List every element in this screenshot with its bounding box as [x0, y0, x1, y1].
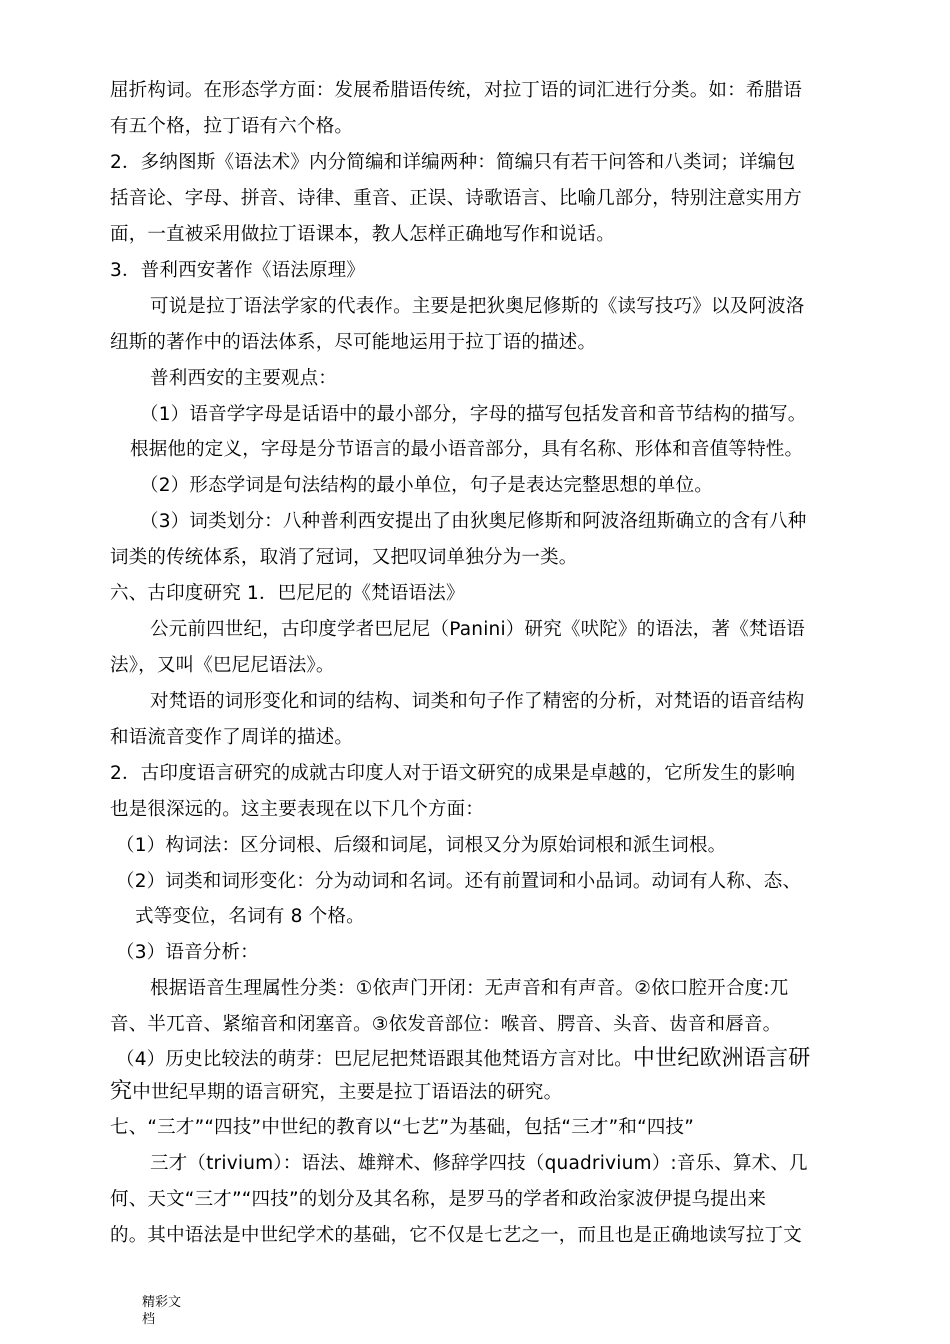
text-line: （1）构词法：区分词根、后缀和词尾，词根又分为原始词根和派生词根。: [116, 835, 727, 856]
section-heading: 六、古印度研究 1．巴尼尼的《梵语语法》: [110, 583, 465, 604]
text-line: 屈折构词。在形态学方面：发展希腊语传统，对拉丁语的词汇进行分类。如：希腊语: [110, 80, 802, 101]
text-line: 和语流音变作了周详的描述。: [110, 727, 354, 748]
text-line: 音、半兀音、紧缩音和闭塞音。③依发音部位：喉音、腭音、头音、齿音和唇音。: [110, 1014, 782, 1035]
footer-line: 精彩文: [142, 1295, 182, 1310]
section-heading: 七、“三才”“四技”中世纪的教育以“七艺”为基础，包括“三才”和“四技”: [110, 1117, 695, 1138]
text-line: 纽斯的著作中的语法体系，尽可能地运用于拉丁语的描述。: [110, 332, 597, 353]
text-line: （3）词类划分：八种普利西安提出了由狄奥尼修斯和阿波洛纽斯确立的含有八种: [140, 511, 807, 532]
text-run: 中世纪早期的语言研究，主要是拉丁语语法的研究。: [132, 1082, 563, 1103]
text-line: 可说是拉丁语法学家的代表作。主要是把狄奥尼修斯的《读写技巧》以及阿波洛: [150, 296, 805, 317]
text-line: 括音论、字母、拼音、诗律、重音、正误、诗歌语言、比喻几部分，特别注意实用方: [110, 188, 802, 209]
footer-watermark: [142, 1294, 202, 1328]
text-line: 公元前四世纪，古印度学者巴尼尼（Panini）研究《吠陀》的语法，著《梵语语: [150, 619, 805, 640]
heading-run: 究: [110, 1079, 133, 1104]
text-line: 式等变位，名词有 8 个格。: [135, 906, 365, 927]
footer-line: 档: [142, 1312, 156, 1327]
text-line: 2．多纳图斯《语法术》内分简编和详编两种：简编只有若干问答和八类词；详编包: [110, 152, 796, 173]
text-line: （1）语音学字母是话语中的最小部分，字母的描写包括发音和音节结构的描写。: [140, 404, 807, 425]
text-line: （2）词类和词形变化：分为动词和名词。还有前置词和小品词。动词有人称、态、: [116, 871, 802, 892]
text-line: 面，一直被采用做拉丁语课本，教人怎样正确地写作和说话。: [110, 224, 615, 245]
text-line: 也是很深远的。这主要表现在以下几个方面：: [110, 799, 485, 820]
text-line: 三才（trivium）：语法、雄辩术、修辞学四技（quadrivium）:音乐、算术、几: [150, 1153, 808, 1174]
text-line: 根据语音生理属性分类：①依声门开闭：无声音和有声音。②依口腔开合度:兀: [150, 978, 789, 999]
section-heading: 3．普利西安著作《语法原理》: [110, 260, 366, 281]
text-line: 有五个格，拉丁语有六个格。: [110, 116, 354, 137]
text-line: 根据他的定义，字母是分节语言的最小语音部分，具有名称、形体和音值等特性。: [130, 439, 804, 460]
text-line: [116, 1046, 870, 1073]
text-line: （3）语音分析：: [116, 942, 259, 963]
text-line: [110, 1079, 870, 1106]
text-line: 2．古印度语言研究的成就古印度人对于语文研究的成果是卓越的，它所发生的影响: [110, 763, 796, 784]
heading-run: 中世纪欧洲语言研: [632, 1046, 811, 1071]
text-line: 对梵语的词形变化和词的结构、词类和句子作了精密的分析，对梵语的语音结构: [150, 691, 805, 712]
text-line: 何、天文“三才”“四技”的划分及其名称，是罗马的学者和政治家波伊提乌提出来: [110, 1189, 767, 1210]
text-line: 法》，又叫《巴尼尼语法》。: [110, 655, 335, 676]
text-line: 普利西安的主要观点：: [150, 368, 338, 389]
text-line: 词类的传统体系，取消了冠词，又把叹词单独分为一类。: [110, 547, 578, 568]
text-run: （4）历史比较法的萌芽：巴尼尼把梵语跟其他梵语方言对比。: [116, 1049, 633, 1070]
text-line: 的。其中语法是中世纪学术的基础，它不仅是七艺之一，而且也是正确地读写拉丁文: [110, 1225, 802, 1246]
text-line: （2）形态学词是句法结构的最小单位，句子是表达完整思想的单位。: [140, 475, 713, 496]
